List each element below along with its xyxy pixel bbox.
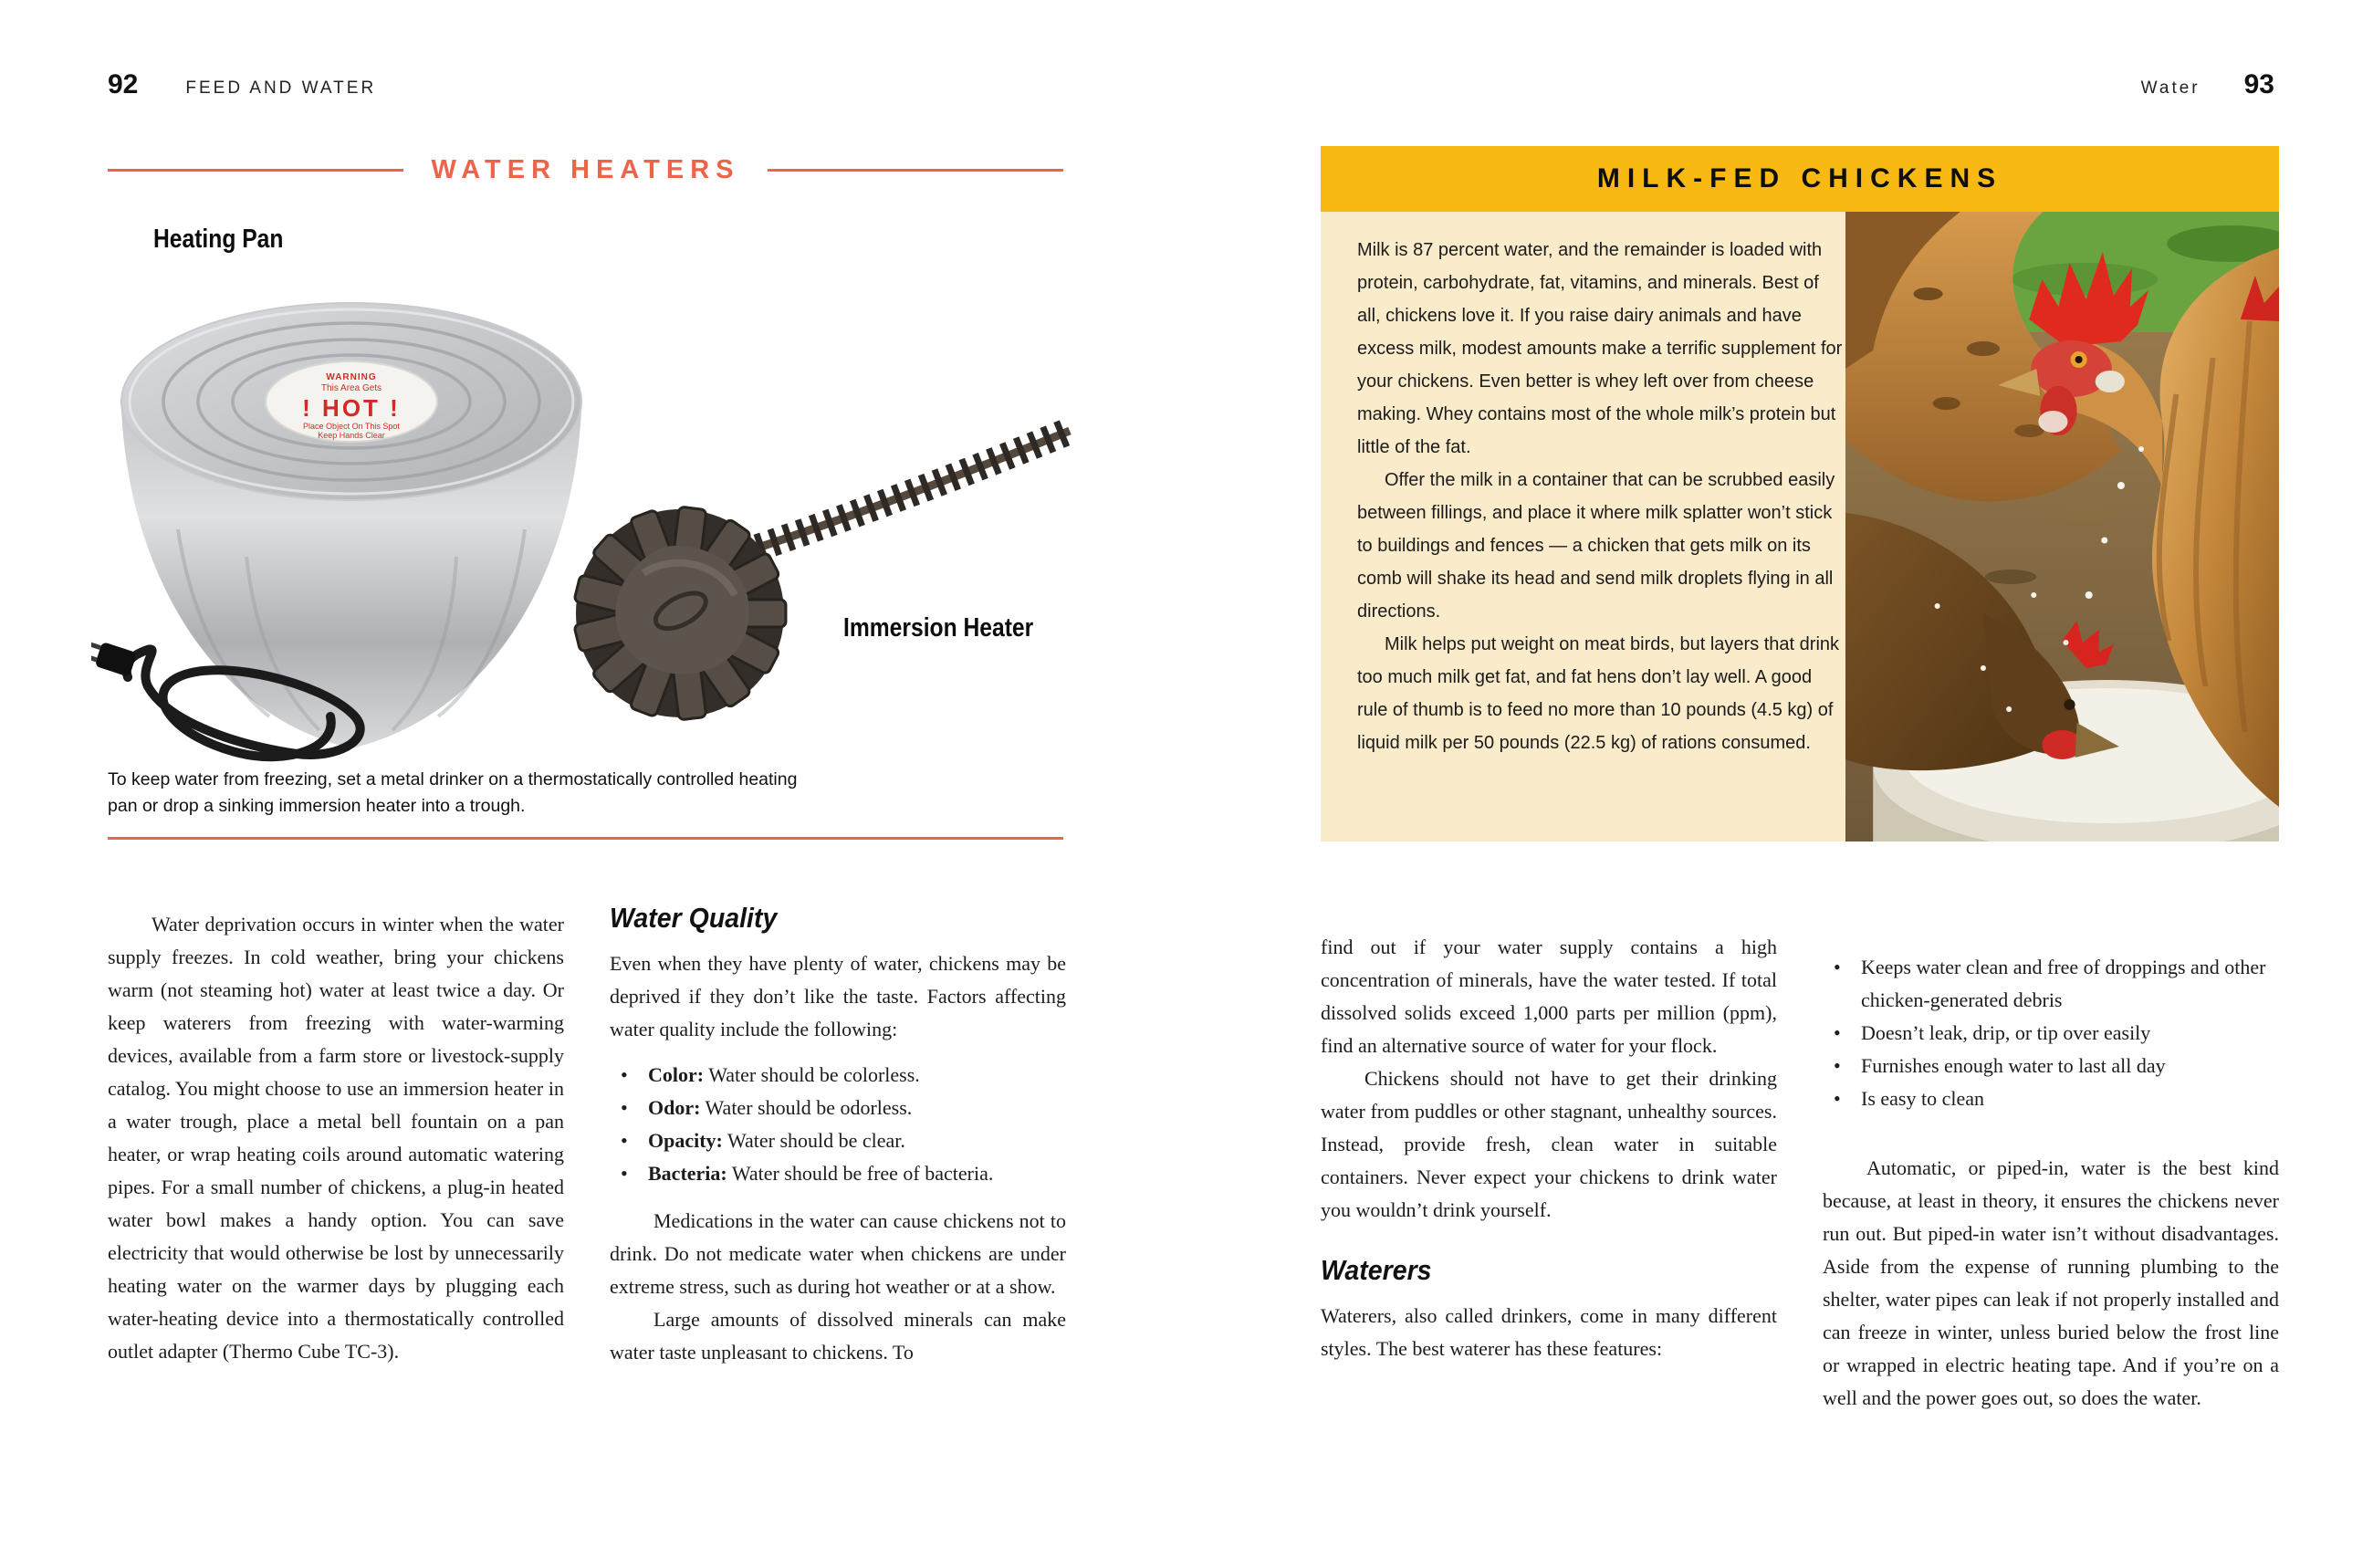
body-paragraph: Water deprivation occurs in winter when the water supply freezes. In cold weather, bring your chickens warm (not steaming hot) water at least twice a day. Or keep waterers from freezing with water-warming devices, available from a farm store or livestock-supply catalog. You might choose to use an immersion heater in a water trough, place a metal bell fountain on a pan heater, or wrap heating coils around automatic watering pipes. For a small number of chickens, a plug-in heated water bowl makes a handy option. You can save electricity that would otherwise be lost by unnecessarily heating water on the warmer days by plugging each water-heating device into a thermostatically controlled outlet adapter (Thermo Cube TC-3).: [108, 913, 564, 1363]
body-paragraph: Large amounts of dissolved minerals can make water taste unpleasant to chickens. To: [610, 1308, 1066, 1364]
page-number: 92: [108, 69, 139, 99]
list-item: [610, 1157, 1066, 1190]
list-item: [610, 1124, 1066, 1157]
running-head-text: FEED AND WATER: [185, 78, 377, 98]
section-title: WATER HEATERS: [431, 155, 740, 184]
right-page-column-2: [1823, 938, 2279, 1415]
body-paragraph: Waterers, also called drinkers, come in many different styles. The best waterer has these features:: [1321, 1304, 1777, 1360]
water-quality-heading: Water Quality: [610, 902, 778, 934]
bullet-lead: Bacteria:: [648, 1162, 727, 1185]
heating-pan-label: Heating Pan: [153, 225, 284, 254]
divider-rule: [108, 837, 1063, 840]
bullet-text: Water should be colorless.: [704, 1063, 920, 1086]
list-item: • Keeps water clean and free of droppings and other chicken-generated debris: [1823, 951, 2279, 1017]
body-paragraph: find out if your water supply contains a high concentration of minerals, have the water tested. If total dissolved solids exceed 1,000 parts per million (ppm), find an alternative source of water for your flock.: [1321, 936, 1777, 1057]
sticker-warning-line1: WARNING: [326, 372, 377, 382]
page-number: 93: [2243, 69, 2274, 99]
immersion-heater-label: Immersion Heater: [843, 613, 1034, 643]
sticker-hot-text: ! HOT !: [302, 394, 401, 422]
heading-rule-right: [768, 169, 1063, 172]
waterers-heading: Waterers: [1321, 1254, 1432, 1286]
bullet-lead: Odor:: [648, 1096, 701, 1119]
power-plug: [91, 636, 137, 677]
left-page-column-1: [108, 908, 564, 1368]
box-title-bar: [1321, 146, 2279, 212]
immersion-heater-photo: [574, 507, 786, 720]
milk-fed-chickens-box: [1321, 146, 2279, 841]
running-head-text: Water: [2140, 78, 2201, 98]
water-quality-list: [610, 1059, 1066, 1190]
section-heading: [108, 155, 1063, 185]
bullet-lead: Color:: [648, 1063, 705, 1086]
box-paragraph: Milk helps put weight on meat birds, but layers that drink too much milk get fat, and fat hens don’t lay well. A good rule of thumb is to feed no more than 10 pounds (4.5 kg) of liquid milk per 50 pounds (22.5 kg) of rations consumed.: [1357, 634, 1840, 753]
body-paragraph: Even when they have plenty of water, chickens may be deprived if they don’t like the taste. Factors affecting water quality include the following:: [610, 952, 1066, 1040]
bullet-text: Water should be odorless.: [700, 1096, 913, 1119]
list-item: [610, 1059, 1066, 1092]
right-page-column-1: [1321, 931, 1777, 1365]
body-paragraph: Medications in the water can cause chickens not to drink. Do not medicate water when chickens are under extreme stress, such as during hot weather or at a show.: [610, 1209, 1066, 1298]
box-paragraph: Offer the milk in a container that can be scrubbed easily between fillings, and place it where milk splatter won’t stick to buildings and fences — a chicken that gets milk on its comb will shake its head and send milk droplets flying in all directions.: [1357, 470, 1835, 622]
waterer-features-list: [1823, 951, 2279, 1115]
sticker-warning-line4: Keep Hands Clear: [318, 431, 385, 440]
body-paragraph: Chickens should not have to get their drinking water from puddles or other stagnant, unhealthy sources. Instead, provide fresh, clean water in suitable containers. Never expect your chickens to drink water you wouldn’t drink yourself.: [1321, 1067, 1777, 1221]
heater-coil: [730, 431, 1070, 557]
chickens-drinking-milk-photo: [1845, 212, 2279, 841]
box-paragraph: Milk is 87 percent water, and the remainder is loaded with protein, carbohydrate, fat, vitamins, and minerals. Best of all, chickens love it. If you raise dairy animals and have excess milk, modest amounts make a terrific supplement for your chickens. Even better is whey left over from cheese making. Whey contains most of the whole milk’s protein but little of the fat.: [1357, 240, 1843, 457]
list-item: • Doesn’t leak, drip, or tip over easily: [1823, 1017, 2279, 1050]
bullet-lead: Opacity:: [648, 1129, 723, 1152]
sticker-warning-line3: Place Object On This Spot: [303, 422, 400, 431]
list-item: [610, 1092, 1066, 1124]
running-head-left: [108, 69, 376, 100]
heading-rule-left: [108, 169, 403, 172]
list-item: • Is easy to clean: [1823, 1082, 2279, 1115]
list-item: • Furnishes enough water to last all day: [1823, 1050, 2279, 1082]
sticker-warning-line2: This Area Gets: [320, 383, 382, 393]
figure-caption: To keep water from freezing, set a metal drinker on a thermostatically controlled heating pan or drop a sinking immersion heater into a trough.: [108, 769, 798, 816]
bullet-text: Water should be free of bacteria.: [727, 1162, 994, 1185]
water-heaters-figure: [91, 256, 1077, 767]
left-page-column-2: [610, 902, 1066, 1369]
running-head-right: [2141, 69, 2274, 100]
heating-pan-photo: [121, 303, 581, 748]
hot-warning-sticker: [266, 361, 437, 442]
box-text: [1357, 234, 1843, 759]
body-paragraph: Automatic, or piped-in, water is the best kind because, at least in theory, it ensures the chickens never run out. But piped-in water isn’t without disadvantages. Aside from the expense of running plumbing to the shelter, water pipes can leak if not properly installed and can freeze in winter, unless buried below the frost line or wrapped in electric heating tape. And if you’re on a well and the power goes out, so does the water.: [1823, 1156, 2279, 1409]
box-title: MILK-FED CHICKENS: [1596, 163, 2003, 193]
bullet-text: Water should be clear.: [722, 1129, 905, 1152]
